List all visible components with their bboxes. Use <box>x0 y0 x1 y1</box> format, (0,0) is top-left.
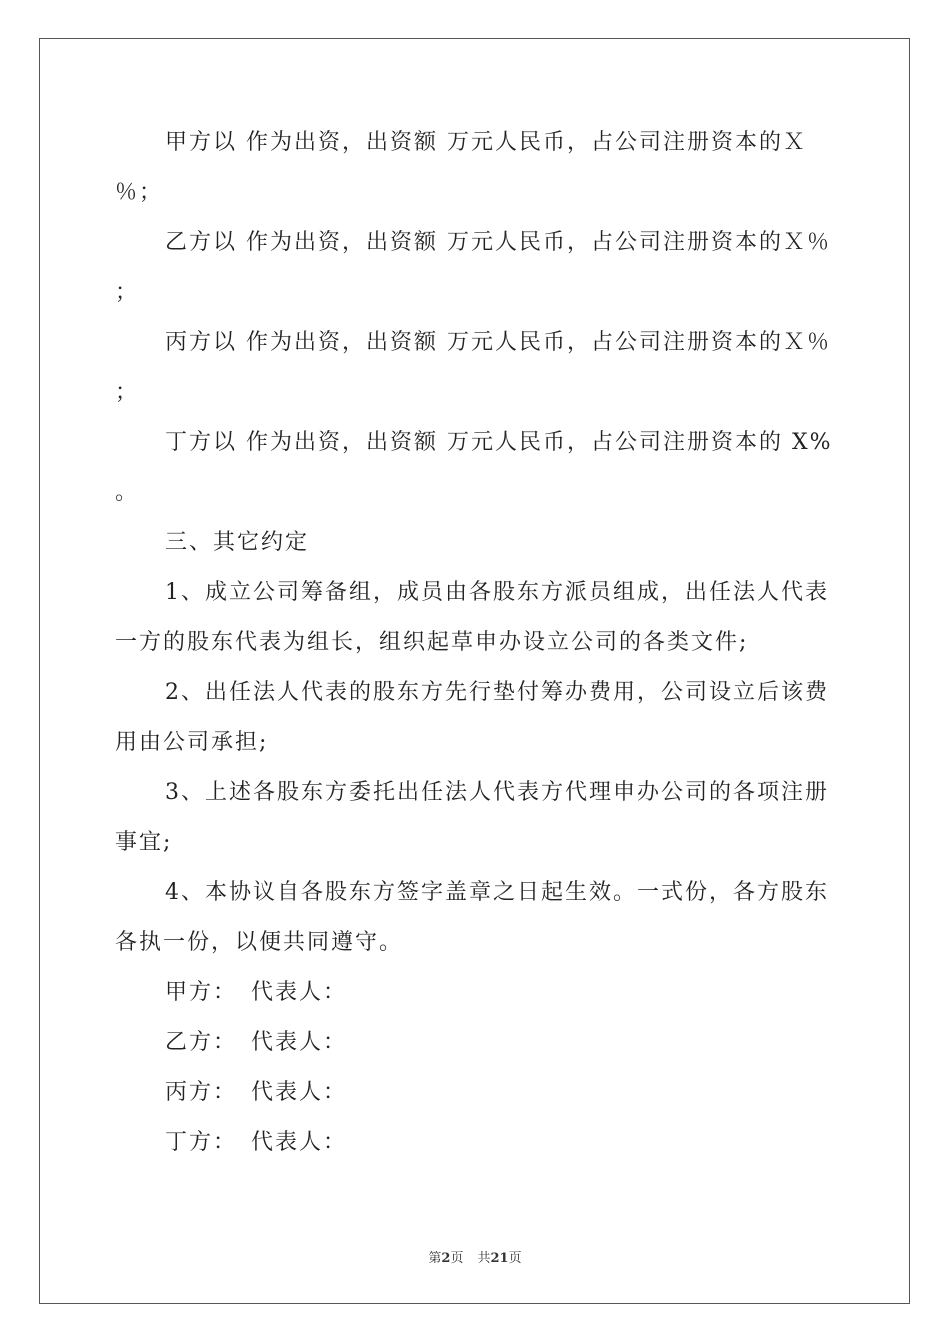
paragraph-line: 2、出任法人代表的股东方先行垫付筹办费用，公司设立后该费 <box>165 680 829 705</box>
paragraph-line: 用由公司承担; <box>115 730 269 755</box>
total-prefix: 共 <box>477 1251 491 1266</box>
signature-party: 丙方： <box>165 1080 238 1105</box>
paragraph-line: ％； <box>115 180 164 205</box>
paragraph-line: ； <box>115 280 140 305</box>
signature-rep: 代表人： <box>251 1080 348 1105</box>
paragraph-line: 3、上述各股东方委托出任法人代表方代理申办公司的各项注册 <box>165 780 829 805</box>
signature-row <box>165 1025 347 1056</box>
page-footer <box>0 1247 950 1266</box>
total-suffix: 页 <box>508 1251 522 1266</box>
page-number: 2 <box>441 1251 451 1266</box>
paragraph-line: 事宜; <box>115 830 173 855</box>
signature-party: 乙方： <box>165 1030 238 1055</box>
signature-rep: 代表人： <box>251 980 348 1005</box>
section-heading: 三、其它约定 <box>165 530 310 555</box>
paragraph-line: 。 <box>115 480 140 505</box>
signature-rep: 代表人： <box>251 1130 348 1155</box>
paragraph-line: 一方的股东代表为组长，组织起草申办设立公司的各类文件; <box>115 630 749 655</box>
paragraph-line: 各执一份，以便共同遵守。 <box>115 930 404 955</box>
paragraph-line: 4、本协议自各股东方签字盖章之日起生效。一式份，各方股东 <box>165 880 829 905</box>
signature-rep: 代表人： <box>251 1030 348 1055</box>
total-pages: 21 <box>490 1251 509 1266</box>
signature-party: 丁方： <box>165 1130 238 1155</box>
page-suffix: 页 <box>450 1251 464 1266</box>
page-prefix: 第 <box>428 1251 442 1266</box>
signature-row <box>165 1075 347 1106</box>
signature-row <box>165 1125 347 1156</box>
paragraph-line: 甲方以 作为出资，出资额 万元人民币，占公司注册资本的Ｘ <box>165 130 807 155</box>
paragraph-line: 乙方以 作为出资，出资额 万元人民币，占公司注册资本的Ｘ％ <box>165 230 831 255</box>
signature-party: 甲方： <box>165 980 238 1005</box>
paragraph-line: ； <box>115 380 140 405</box>
paragraph-line: 丙方以 作为出资，出资额 万元人民币，占公司注册资本的Ｘ％ <box>165 330 831 355</box>
paragraph-line: 丁方以 作为出资，出资额 万元人民币，占公司注册资本的 X% <box>165 430 833 455</box>
signature-row <box>165 975 347 1006</box>
paragraph-line: 1、成立公司筹备组，成员由各股东方派员组成，出任法人代表 <box>165 580 829 605</box>
